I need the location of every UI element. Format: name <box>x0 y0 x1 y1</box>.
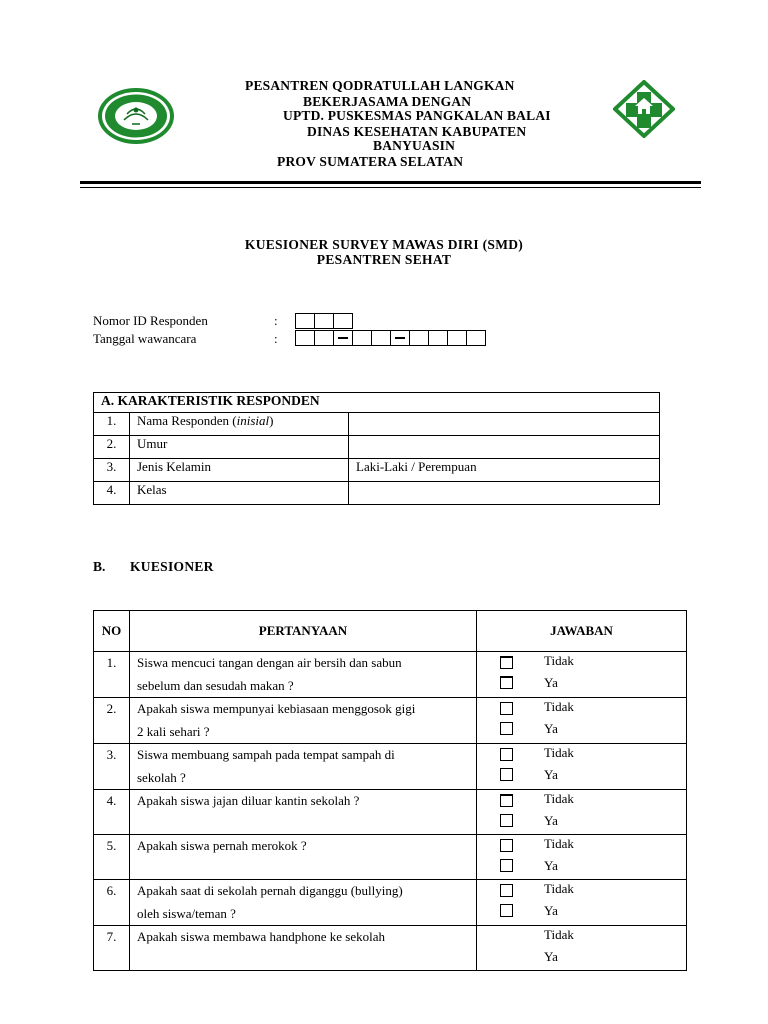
section-a-table <box>93 392 660 505</box>
table-row <box>94 413 660 436</box>
checkbox-ya[interactable] <box>500 814 513 827</box>
answer-cell <box>477 652 687 698</box>
answer-ya-label: Ya <box>544 767 558 782</box>
row-label: Umur <box>130 436 349 459</box>
date-digit-box[interactable] <box>409 330 429 346</box>
question-text <box>130 790 477 835</box>
header-line-2: BEKERJASAMA DENGAN <box>303 94 472 109</box>
tanggal-colon: : <box>274 331 278 346</box>
answer-ya-label: Ya <box>544 949 558 964</box>
row-label: Kelas <box>130 482 349 505</box>
header-rule-thick <box>80 181 701 184</box>
question-row <box>94 790 687 835</box>
answer-tidak-label: Tidak <box>544 745 574 760</box>
header-rule-thin <box>80 187 701 188</box>
answer-tidak-label: Tidak <box>544 699 574 714</box>
question-line-1: Apakah siswa pernah merokok ? <box>137 838 307 853</box>
pesantren-logo <box>96 86 176 146</box>
date-separator-box <box>333 330 353 346</box>
date-digit-box[interactable] <box>447 330 467 346</box>
answer-cell <box>477 835 687 880</box>
row-value-field[interactable] <box>349 436 660 459</box>
question-number: 3. <box>94 744 130 790</box>
table-row <box>94 459 660 482</box>
question-line-1: Apakah siswa mempunyai kebiasaan menggosok gigi <box>137 701 416 716</box>
row-label <box>130 413 349 436</box>
question-row <box>94 744 687 790</box>
question-text <box>130 880 477 926</box>
nomor-id-boxes[interactable] <box>296 313 353 329</box>
question-text <box>130 652 477 698</box>
answer-tidak-label: Tidak <box>544 791 574 806</box>
answer-cell <box>477 790 687 835</box>
checkbox-tidak[interactable] <box>500 839 513 852</box>
question-line-1: Siswa membuang sampah pada tempat sampah di <box>137 747 395 762</box>
checkbox-ya[interactable] <box>500 768 513 781</box>
row-label-end: ) <box>269 413 274 428</box>
col-header-no: NO <box>94 611 130 652</box>
header-line-5: BANYUASIN <box>373 138 456 153</box>
section-b-heading: KUESIONER <box>130 559 214 574</box>
answer-tidak-label: Tidak <box>544 836 574 851</box>
questionnaire-table <box>93 610 687 971</box>
checkbox-ya[interactable] <box>500 722 513 735</box>
row-number: 2. <box>94 436 130 459</box>
date-digit-box[interactable] <box>371 330 391 346</box>
document-subtitle: PESANTREN SEHAT <box>316 252 452 267</box>
question-row <box>94 698 687 744</box>
row-label-italic: inisial <box>236 413 270 428</box>
tanggal-boxes[interactable] <box>296 330 486 346</box>
date-dash-icon <box>338 337 348 339</box>
checkbox-ya[interactable] <box>500 904 513 917</box>
question-text <box>130 698 477 744</box>
question-text <box>130 835 477 880</box>
header-line-6: PROV SUMATERA SELATAN <box>277 154 464 169</box>
answer-ya-label: Ya <box>544 903 558 918</box>
date-digit-box[interactable] <box>428 330 448 346</box>
checkbox-tidak[interactable] <box>500 884 513 897</box>
answer-tidak-label: Tidak <box>544 653 574 668</box>
header-line-1: PESANTREN QODRATULLAH LANGKAN <box>245 78 515 93</box>
header-line-3: UPTD. PUSKESMAS PANGKALAN BALAI <box>283 108 551 123</box>
checkbox-ya[interactable] <box>500 859 513 872</box>
answer-cell <box>477 926 687 971</box>
col-header-question: PERTANYAAN <box>130 611 477 652</box>
section-a-heading: A. KARAKTERISTIK RESPONDEN <box>94 393 660 413</box>
question-line-2: sekolah ? <box>137 769 186 785</box>
question-number: 7. <box>94 926 130 971</box>
answer-ya-label: Ya <box>544 721 558 736</box>
question-row <box>94 835 687 880</box>
date-digit-box[interactable] <box>314 330 334 346</box>
question-line-2: oleh siswa/teman ? <box>137 905 236 921</box>
answer-tidak-label: Tidak <box>544 881 574 896</box>
row-number: 1. <box>94 413 130 436</box>
date-digit-box[interactable] <box>295 330 315 346</box>
date-digit-box[interactable] <box>352 330 372 346</box>
answer-cell <box>477 698 687 744</box>
tanggal-label: Tanggal wawancara <box>93 331 197 346</box>
question-number: 1. <box>94 652 130 698</box>
row-value-field[interactable] <box>349 482 660 505</box>
puskesmas-logo <box>613 80 675 138</box>
checkbox-tidak[interactable] <box>500 794 513 807</box>
row-value-field[interactable]: Laki-Laki / Perempuan <box>349 459 660 482</box>
question-line-2: 2 kali sehari ? <box>137 723 210 739</box>
table-row <box>94 482 660 505</box>
checkbox-ya[interactable] <box>500 676 513 689</box>
id-digit-box[interactable] <box>314 313 334 329</box>
answer-ya-label: Ya <box>544 675 558 690</box>
date-separator-box <box>390 330 410 346</box>
question-line-1: Apakah siswa jajan diluar kantin sekolah ? <box>137 793 360 808</box>
question-line-1: Apakah saat di sekolah pernah diganggu (bullying) <box>137 883 403 898</box>
answer-tidak-label: Tidak <box>544 927 574 942</box>
answer-cell <box>477 744 687 790</box>
question-text <box>130 926 477 971</box>
nomor-id-colon: : <box>274 313 278 328</box>
document-title: KUESIONER SURVEY MAWAS DIRI (SMD) <box>244 237 524 252</box>
checkbox-tidak[interactable] <box>500 656 513 669</box>
id-digit-box[interactable] <box>333 313 353 329</box>
answer-cell <box>477 880 687 926</box>
header-line-4: DINAS KESEHATAN KABUPATEN <box>307 124 527 139</box>
id-digit-box[interactable] <box>295 313 315 329</box>
answer-ya-label: Ya <box>544 813 558 828</box>
question-row <box>94 652 687 698</box>
answer-ya-label: Ya <box>544 858 558 873</box>
question-number: 2. <box>94 698 130 744</box>
checkbox-tidak[interactable] <box>500 748 513 761</box>
date-digit-box[interactable] <box>466 330 486 346</box>
row-value-field[interactable] <box>349 413 660 436</box>
question-line-2: sebelum dan sesudah makan ? <box>137 677 294 693</box>
question-row <box>94 880 687 926</box>
question-number: 4. <box>94 790 130 835</box>
col-header-answer: JAWABAN <box>477 611 687 652</box>
question-text <box>130 744 477 790</box>
question-number: 5. <box>94 835 130 880</box>
row-number: 3. <box>94 459 130 482</box>
question-line-1: Siswa mencuci tangan dengan air bersih dan sabun <box>137 655 402 670</box>
row-label-text: Nama Responden ( <box>137 413 237 428</box>
question-row <box>94 926 687 971</box>
table-row <box>94 436 660 459</box>
question-number: 6. <box>94 880 130 926</box>
question-line-1: Apakah siswa membawa handphone ke sekolah <box>137 929 386 944</box>
row-number: 4. <box>94 482 130 505</box>
nomor-id-label: Nomor ID Responden <box>93 313 208 328</box>
row-label: Jenis Kelamin <box>130 459 349 482</box>
date-dash-icon <box>395 337 405 339</box>
section-b-letter: B. <box>93 559 106 574</box>
checkbox-tidak[interactable] <box>500 702 513 715</box>
